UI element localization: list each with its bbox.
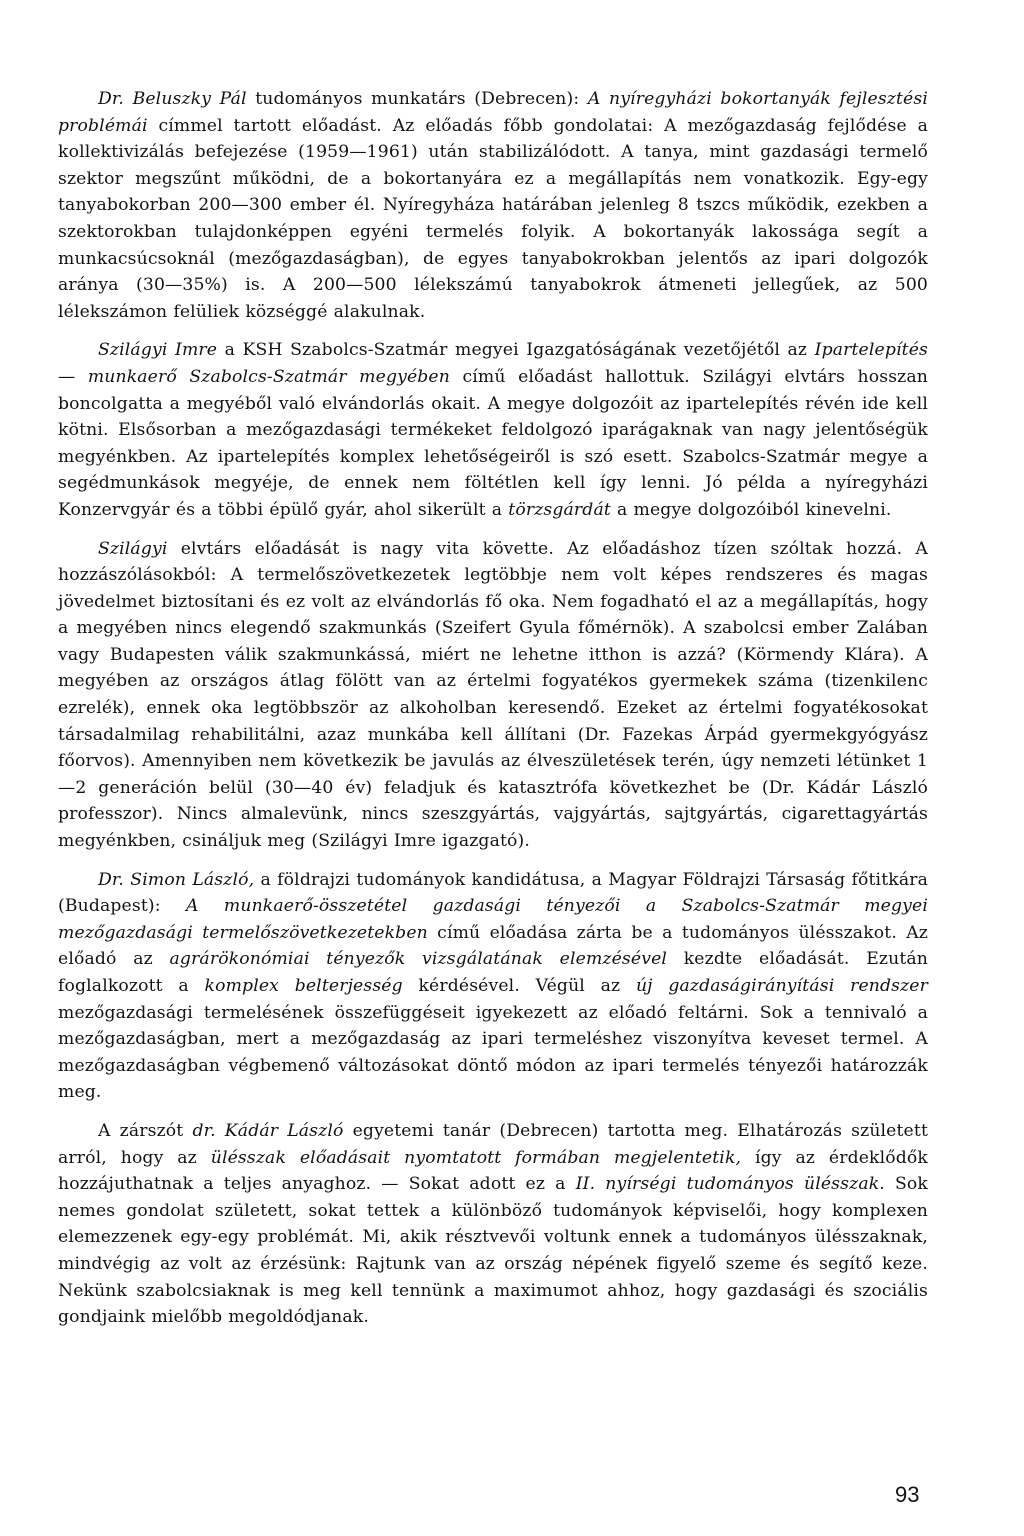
paragraph-szilagyi (58, 337, 928, 523)
emphasized-text: II. nyírségi tudományos ülésszak. (575, 1174, 885, 1195)
emphasized-text: új gazdaságirányítási rendszer (635, 976, 928, 996)
text-run: A zárszót (98, 1120, 193, 1141)
paragraph-closing (58, 1118, 928, 1331)
emphasized-text: Dr. Simon László, (98, 869, 255, 890)
emphasized-text: agrárökonómiai tényezők vizsgálatának elemzésével (169, 949, 668, 970)
text-run: a földrajzi tudományok kandidátusa, a Magyar Földrajzi Társaság főtitkára (Budapest): (58, 869, 928, 917)
emphasized-text: Iparteleрítés — munkaerő Szabolcs-Szatmár megyében (58, 340, 928, 387)
text-run: mezőgazdasági termelésének összefüggéseit igyekezett az előadó feltárni. Sok a tennivaló a mezőgazdaságban, mert a mezőgazdaság az ipari termeléshez viszonyítva keveset termel. A mezőgazdaságban végbemenő változásokat döntő módon az ipari termelés tényezői határozzák meg. (58, 1002, 928, 1103)
text-run: egyetemi tanár (Debrecen) tartotta meg. Elhatározás született arról, hogy az (58, 1120, 928, 1168)
emphasized-text: ülésszak előadásait nyomtatott formában megjelentetik, (210, 1147, 742, 1168)
paragraph-simon (58, 867, 928, 1106)
paragraph-beluszky (58, 86, 928, 325)
emphasized-text: komplex belterjesség (204, 976, 403, 996)
page-number: 93 (895, 1482, 920, 1507)
paragraph-discussion (58, 536, 928, 855)
text-run: a megye dolgozóiból kinevelni. (610, 499, 892, 520)
emphasized-text: Szilágyi Imre (98, 340, 218, 361)
text-run: címmel tartott előadást. Az előadás főbb gondolatai: A mezőgazdaság fejlődése a kollektivizálás befejezése (1959—1961) után stabilizálódott. A tanya, mint gazdasági termelő szektor megszűnt működni, de a bokortanyára ez a megállapítás nem vonatkozik. Egy-egy tanyabokorban 200—300 ember él. Nyíregyháza határában jelenleg 8 tszcs működik, ezekben a szektorokban tulajdonképpen egyéni termelés folyik. A bokortanyák lakossága segít a munkacsúcsoknál (mezőgazdaságban), de egyes tanyabokrokban jelentős az ipari dolgozók aránya (30—35%) is. A 200—500 lélekszámú tanyabokrok átmeneti jellegűek, az 500 lélekszámon felüliek községgé alakulnak. (58, 115, 928, 322)
text-run: elvtárs előadását is nagy vita követte. Az előadáshoz tízen szóltak hozzá. A hozzászólásokból: A termelőszövetkezetek legtöbbje nem volt képes rendszeres és magas jövedelmet biztosítani és ez volt az elvándorlás fő oka. Nem fogadható el az a megállapítás, hogy a megyében nincs elegendő szakmunkás (Szeifert Gyula főmérnök). A szabolcsi ember Zalában vagy Budapesten válik szakmunkássá, miért ne lehetne itthon is azzá? (Körmendy Klára). A megyében az országos átlag fölött van az értelmi fogyatékos gyermekek száma (tizenkilenc ezrelék), ennek oka legtöbbször az alkoholban keresendő. Ezeket az értelmi fogyatékosokat társadalmilag rehabilitálni, azaz munkába kell állítani (Dr. Fazekas Árpád gyermekgyógyász főorvos). Amennyiben nem következik be javulás az élveszületések terén, úgy nemzeti létünket 1—2 generáción belül (30—40 év) feladjuk és katasztrófa következhet be (Dr. Kádár László professzor). Nincs almalevünk, nincs szeszgyártás, vajgyártás, sajtgyártás, cigarettagyártás megyénkben, csináljuk meg (Szilágyi Imre igazgató). (58, 538, 928, 852)
text-run: kezdte előadását. Ezután foglalkozott a (58, 949, 929, 996)
text-run: kérdésével. Végül az (402, 976, 636, 996)
emphasized-text: A munkaerő-összetétel gazdasági tényezői a Szabolcs-Szatmár megyei mezőgazdasági termelőszövetkezetekben (58, 896, 928, 943)
text-run: című előadása zárta be a tudományos ülésszakot. Az előadó az (58, 922, 928, 970)
text-run: Sok nemes gondolat született, sokat tettek a különböző tudományok képviselői, hogy komplexen elemezzenek egy-egy problémát. Mi, akik résztvevői voltunk ennek a tudományos ülésszaknak, mindvégig az volt az érzésünk: Rajtunk van az ország népének figyelő szeme és segítő keze. Nekünk szabolcsiaknak is meg kell tennünk a maximumot ahhoz, hogy gazdasági és szociális gondjaink mielőbb megoldódjanak. (58, 1174, 928, 1328)
emphasized-text: Dr. Beluszky Pál (98, 89, 247, 109)
emphasized-text: Szilágyi (98, 538, 168, 559)
emphasized-text: A nyíregyházi bokortanyák fejlesztési problémái (58, 89, 928, 136)
document-body (58, 86, 928, 1343)
emphasized-text: dr. Kádár László (192, 1120, 344, 1141)
emphasized-text: törzsgárdát (508, 499, 611, 520)
text-run: így az érdeklődők hozzájuthatnak a teljes anyaghoz. — Sokat adott ez a (58, 1147, 928, 1195)
text-run: a KSH Szabolcs-Szatmár megyei Igazgatóságának vezetőjétől az (217, 340, 815, 361)
text-run: című előadást hallottuk. Szilágyi elvtárs hosszan boncolgatta a megyéből való elvándorlás okait. A megye dolgozóit az ipartelepítés révén ide kell kötni. Elsősorban a mezőgazdasági termékeket feldolgozó iparágaknak van nagy jelentőségük megyénkben. Az ipartelepítés komplex lehetőségeiről is szó esett. Szabolcs-Szatmár megye a segédmunkások megyéje, de ennek nem föltétlen kell így lenni. Jó példa a nyíregyházi Konzervgyár és a többi épülő gyár, ahol sikerült a (58, 366, 928, 520)
text-run: tudományos munkatárs (Debrecen): (246, 89, 588, 109)
